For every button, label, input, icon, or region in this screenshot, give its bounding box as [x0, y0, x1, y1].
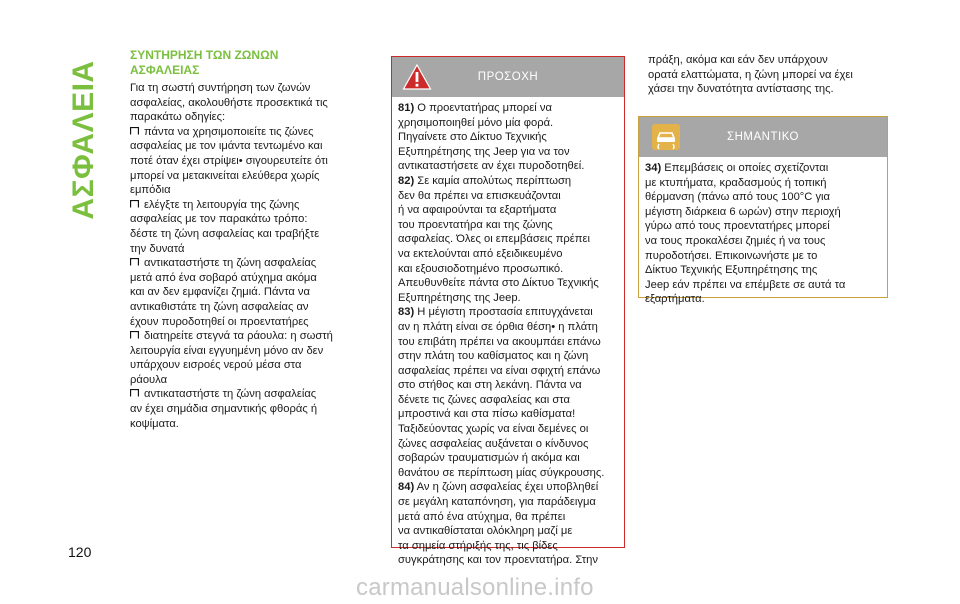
- bullet-icon: [130, 200, 139, 208]
- side-section-title: ΑΣΦΑΛΕΙΑ: [67, 60, 100, 220]
- warning-continuation: πράξη, ακόμα και εάν δεν υπάρχουν ορατά ελαττώματα, η ζώνη μπορεί να έχει χάσει την δυνατότητα αντίστασης της.: [648, 54, 853, 96]
- bullet-icon: [130, 127, 139, 135]
- bullet-item: ελέγξτε τη λειτουργία της ζώνης ασφαλείας με τον παρακάτω τρόπο: δέστε τη ζώνη ασφαλείας και τραβήξτε την δυνατά: [130, 198, 320, 255]
- column-belt-maintenance: [130, 48, 360, 431]
- warning-item: 82) Σε καμία απολύτως περίπτωση δεν θα πρέπει να επισκευάζονται ή να αφαιρούνται τα εξαρτήματα του προεντατήρα και της ζώνης ασφαλείας. Όλες οι επεμβάσεις πρέπει να εκτελούνται από εξειδικευμένο και εξουσιοδοτημένο προσωπικό. Απευθυνθείτε πάντα στο Δίκτυο Τεχνικής Εξυπηρέτησης της Jeep.: [398, 174, 599, 304]
- warning-header: [392, 57, 624, 97]
- page-number: 120: [68, 544, 92, 560]
- warning-box: [391, 56, 625, 567]
- warning-item: 84) Αν η ζώνη ασφαλείας έχει υποβληθεί σε μεγάλη καταπόνηση, για παράδειγμα μετά από ένα ατύχημα, θα πρέπει να αντικαθίσταται ολόκληρη μαζί με τα σημεία στήριξής της, τις βίδες συγκράτησης και τον προεντατήρα. Στην: [398, 481, 599, 567]
- bullet-item: αντικαταστήστε τη ζώνη ασφαλείας μετά από ένα σοβαρό ατύχημα ακόμα και αν δεν εμφανίζει ζημιά. Πάντα να αντικαθιστάτε τη ζώνη ασφαλείας αν έχουν πυροδοτηθεί οι προεντατήρες: [130, 257, 317, 328]
- important-item: 34) Επεμβάσεις οι οποίες σχετίζονται με κτυπήματα, κραδασμούς ή τοπική θέρμανση (πάνω από τους 100°C για μέγιστη διάρκεια 6 ωρών) στην περιοχή γύρω από τους προεντατήρες μπορεί να τους προκαλέσει ζημιές ή να τους πυροδοτήσει. Επικοινωνήστε με το Δίκτυο Τεχνικής Εξυπηρέτησης της Jeep εάν πρέπει να επέμβετε σε αυτά τα εξαρτήματα.: [645, 162, 846, 306]
- section-heading: ΣΥΝΤΗΡΗΣΗ ΤΩΝ ΖΩΝΩΝ ΑΣΦΑΛΕΙΑΣ: [130, 48, 279, 77]
- bullet-item: αντικαταστήστε τη ζώνη ασφαλείας αν έχει σημάδια σημαντικής φθοράς ή κοψίματα.: [130, 388, 318, 430]
- warning-item: 83) Η μέγιστη προστασία επιτυγχάνεται αν η πλάτη είναι σε όρθια θέση• η πλάτη του επιβάτη πρέπει να ακουμπάει επάνω στην πλάτη του καθίσματος και η ζώνη ασφαλείας πρέπει να είναι σφιχτή επάνω στο στήθος και στη λεκάνη. Πάντα να δένετε τις ζώνες ασφαλείας και στα μπροστινά και στα πίσω καθίσματα! Ταξιδεύοντας χωρίς να είναι δεμένες οι ζώνες ασφαλείας αυξάνεται ο κίνδυνος σοβαρών τραυματισμών ή ακόμα και θανάτου σε περίπτωση μίας σύγκρουσης.: [398, 306, 605, 479]
- warning-item: 81) Ο προεντατήρας μπορεί να χρησιμοποιηθεί μόνο μία φορά. Πηγαίνετε στο Δίκτυο Τεχνικής Εξυπηρέτησης της Jeep για να τον αντικαταστήσετε αν έχει πυροδοτηθεί.: [398, 102, 585, 173]
- bullet-icon: [130, 331, 139, 339]
- bullet-icon: [130, 389, 139, 397]
- important-title: ΣΗΜΑΝΤΙΚΟ: [727, 131, 799, 143]
- important-header: [639, 117, 887, 157]
- important-box: [638, 116, 888, 306]
- bullet-icon: [130, 258, 139, 266]
- bullet-item: πάντα να χρησιμοποιείτε τις ζώνες ασφαλείας με τον ιμάντα τεντωμένο και ποτέ όταν έχει στρίψει• σιγουρευτείτε ότι μπορεί να μετακινείται ελεύθερα χωρίς εμπόδια: [130, 125, 328, 197]
- watermark-text: carmanualsonline.info: [356, 574, 594, 601]
- warning-title: ΠΡΟΣΟΧΗ: [477, 71, 539, 83]
- intro-text: Για τη σωστή συντήρηση των ζωνών ασφαλείας, ακολουθήστε προσεκτικά τις παρακάτω οδηγίες:: [130, 82, 328, 124]
- bullet-item: διατηρείτε στεγνά τα ράουλα: η σωστή λειτουργία είναι εγγυημένη μόνο αν δεν υπάρχουν εισροές νερού μέσα στα ράουλα: [130, 330, 333, 386]
